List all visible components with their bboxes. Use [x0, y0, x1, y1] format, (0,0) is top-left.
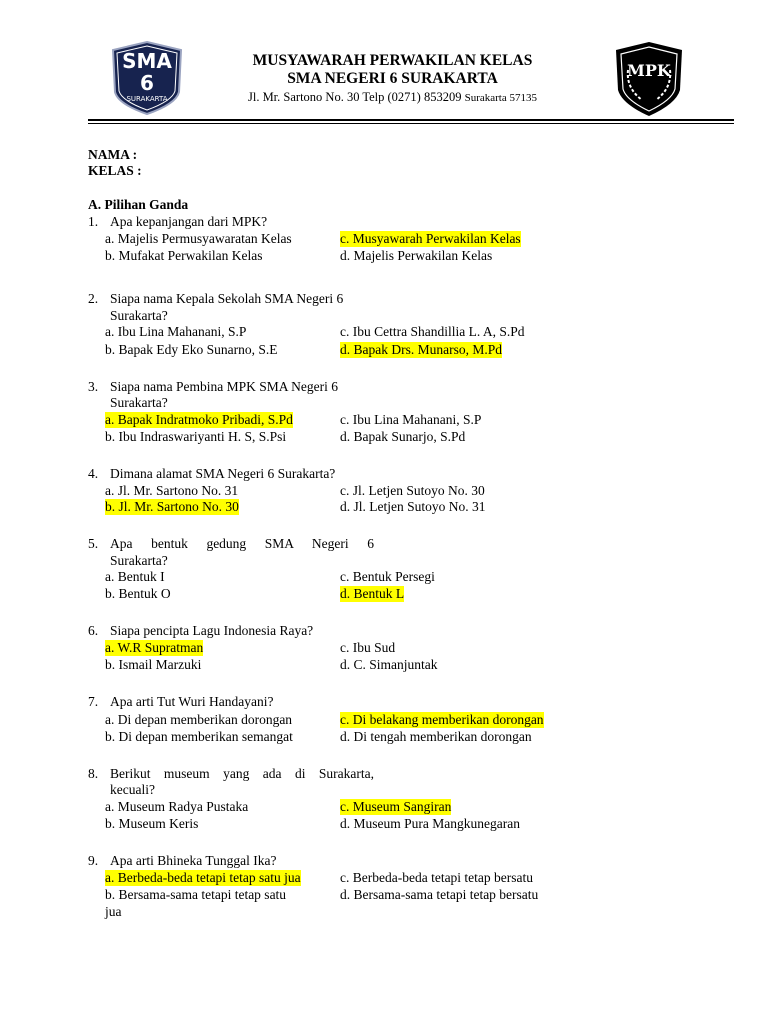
question-8: Berikut museum yang ada di Surakarta, — [110, 766, 374, 781]
q1-option-c: c. Musyawarah Perwakilan Kelas — [340, 231, 521, 246]
question-5-num: 5. — [88, 536, 99, 551]
section-title: A. Pilihan Ganda — [88, 197, 189, 212]
question-9: 9. Apa arti Bhineka Tunggal Ika? — [88, 853, 277, 868]
q3-option-a: a. Bapak Indratmoko Pribadi, S.Pd — [105, 412, 293, 427]
q6-option-d: d. C. Simanjuntak — [340, 657, 438, 672]
header-address-city: Surakarta 57135 — [464, 92, 537, 104]
question-8-num: 8. — [88, 766, 99, 781]
q2-option-d: d. Bapak Drs. Munarso, M.Pd — [340, 342, 502, 357]
q1-option-d: d. Majelis Perwakilan Kelas — [340, 248, 493, 263]
header-address — [200, 89, 585, 106]
mpk-logo-text: MPK — [627, 61, 671, 80]
q6-option-a: a. W.R Supratman — [105, 640, 204, 655]
q9-option-d: d. Bersama-sama tetapi tetap bersatu — [340, 887, 539, 902]
q7-option-a: a. Di depan memberikan dorongan — [105, 712, 293, 727]
q5-option-b: b. Bentuk O — [105, 586, 171, 601]
question-5: Apa bentuk gedung SMA Negeri 6 — [110, 536, 374, 551]
q2-option-a: a. Ibu Lina Mahanani, S.P — [105, 324, 247, 339]
q7-option-d: d. Di tengah memberikan dorongan — [340, 729, 532, 744]
question-3: 3. Siapa nama Pembina MPK SMA Negeri 6 — [88, 379, 338, 394]
q6-option-b: b. Ismail Marzuki — [105, 657, 202, 672]
sma6-logo-text-top: SMA — [122, 49, 172, 73]
question-2: 2. Siapa nama Kepala Sekolah SMA Negeri 6 — [88, 291, 344, 306]
q8-option-a: a. Museum Radya Pustaka — [105, 799, 249, 814]
question-3-cont: Surakarta? — [110, 395, 168, 410]
header-title-line2: SMA NEGERI 6 SURAKARTA — [287, 70, 498, 87]
header-title-line1: MUSYAWARAH PERWAKILAN KELAS — [252, 52, 533, 69]
q4-option-d: d. Jl. Letjen Sutoyo No. 31 — [340, 499, 486, 514]
header-rule-thin — [88, 123, 734, 124]
q4-option-a: a. Jl. Mr. Sartono No. 31 — [105, 483, 239, 498]
q1-option-a: a. Majelis Permusyawaratan Kelas — [105, 231, 292, 246]
q5-option-d: d. Bentuk L — [340, 586, 405, 601]
sma6-logo — [110, 40, 184, 116]
question-2-cont: Surakarta? — [110, 308, 168, 323]
question-7: 7. Apa arti Tut Wuri Handayani? — [88, 694, 274, 709]
question-8-cont: kecuali? — [110, 782, 155, 797]
sma6-logo-text-bottom: SURAKARTA — [126, 95, 168, 103]
question-6: 6. Siapa pencipta Lagu Indonesia Raya? — [88, 623, 314, 638]
q4-option-b: b. Jl. Mr. Sartono No. 30 — [105, 499, 239, 514]
question-1: 1. Apa kepanjangan dari MPK? — [88, 214, 268, 229]
q1-option-b: b. Mufakat Perwakilan Kelas — [105, 248, 263, 263]
q3-option-b: b. Ibu Indraswariyanti H. S, S.Psi — [105, 429, 287, 444]
q9-option-c: c. Berbeda-beda tetapi tetap bersatu — [340, 870, 534, 885]
q3-option-c: c. Ibu Lina Mahanani, S.P — [340, 412, 482, 427]
q9-option-b: b. Bersama-sama tetapi tetap satu — [105, 887, 287, 902]
mpk-logo — [612, 40, 686, 120]
q6-option-c: c. Ibu Sud — [340, 640, 396, 655]
q2-option-c: c. Ibu Cettra Shandillia L. A, S.Pd — [340, 324, 525, 339]
q9-option-b-cont: jua — [105, 904, 122, 919]
q7-option-c: c. Di belakang memberikan dorongan — [340, 712, 544, 727]
q8-option-c: c. Museum Sangiran — [340, 799, 452, 814]
q9-option-a: a. Berbeda-beda tetapi tetap satu jua — [105, 870, 301, 885]
q8-option-d: d. Museum Pura Mangkunegaran — [340, 816, 520, 831]
q8-option-b: b. Museum Keris — [105, 816, 199, 831]
kelas-label: KELAS : — [88, 163, 142, 178]
nama-label: NAMA : — [88, 147, 138, 162]
question-5-cont: Surakarta? — [110, 553, 168, 568]
q5-option-a: a. Bentuk I — [105, 569, 165, 584]
q2-option-b: b. Bapak Edy Eko Sunarno, S.E — [105, 342, 278, 357]
question-4: 4. Dimana alamat SMA Negeri 6 Surakarta? — [88, 466, 336, 481]
q5-option-c: c. Bentuk Persegi — [340, 569, 435, 584]
q7-option-b: b. Di depan memberikan semangat — [105, 729, 293, 744]
header-rule-thick — [88, 119, 734, 121]
q3-option-d: d. Bapak Sunarjo, S.Pd — [340, 429, 466, 444]
header-address-main: Jl. Mr. Sartono No. 30 Telp (0271) 853209 — [247, 90, 462, 104]
sma6-logo-text-mid: 6 — [140, 71, 154, 95]
q4-option-c: c. Jl. Letjen Sutoyo No. 30 — [340, 483, 485, 498]
